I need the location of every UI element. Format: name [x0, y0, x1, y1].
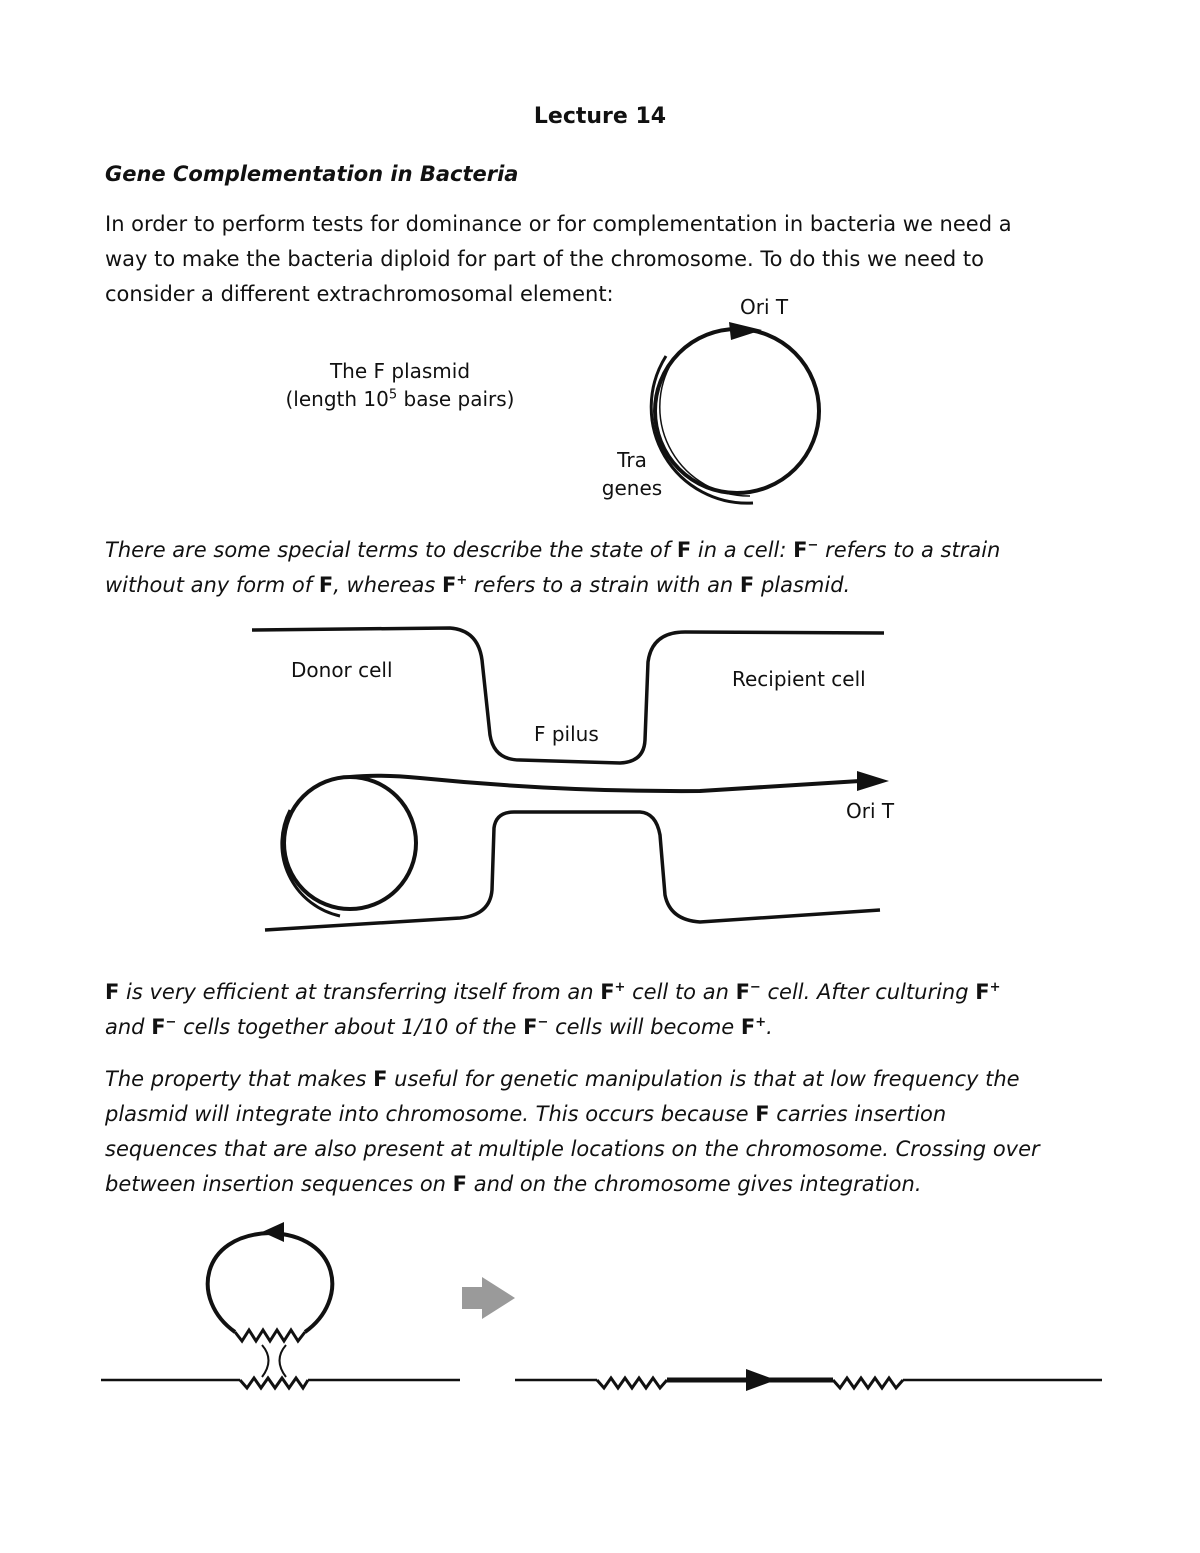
integrated-is-left [597, 1378, 667, 1388]
terms-line-2: without any form of F, whereas F+ refers to a strain with an F plasmid. [105, 573, 851, 597]
integration-line-4: between insertion sequences on F and on the chromosome gives integration. [105, 1172, 922, 1196]
integrated-is-right [833, 1378, 903, 1388]
section-heading: Gene Complementation in Bacteria [105, 162, 519, 186]
integration-line-3: sequences that are also present at multiple locations on the chromosome. Crossing over [105, 1137, 1040, 1161]
recipient-cell-label: Recipient cell [732, 667, 866, 691]
process-arrow [462, 1277, 515, 1319]
free-plasmid-loop [208, 1233, 333, 1332]
tra-label-line-2: genes [601, 476, 663, 500]
intro-line-2: way to make the bacteria diploid for part of the chromosome. To do this we need to [105, 247, 984, 271]
efficiency-line-1: F is very efficient at transferring itself from an F+ cell to an F− cell. After culturing F+ [105, 980, 1001, 1004]
page-title: Lecture 14 [533, 104, 667, 129]
integration-line-1: The property that makes F useful for genetic manipulation is that at low frequency the [105, 1067, 1020, 1091]
crossover-right [280, 1345, 287, 1377]
crossover-left [262, 1345, 269, 1377]
tra-label-line-1: Tra [617, 448, 647, 472]
conjugation-ori-label: Ori T [846, 799, 895, 823]
plasmid-label-line-1: The F plasmid [329, 359, 471, 383]
f-pilus-label: F pilus [534, 722, 599, 746]
integration-line-2: plasmid will integrate into chromosome. This occurs because F carries insertion [105, 1102, 947, 1126]
intro-line-3: consider a different extrachromosomal element: [105, 282, 614, 306]
plasmid-ori-label: Ori T [740, 295, 789, 319]
plasmid-label-line-2: (length $10^5$ base pairs) [285, 387, 515, 411]
donor-cell-label: Donor cell [291, 658, 393, 682]
chromosome-insertion-sequence [240, 1378, 308, 1388]
terms-line-1: There are some special terms to describe the state of F in a cell: F− refers to a strain [105, 538, 1001, 562]
plasmid-insertion-sequence [235, 1330, 305, 1341]
efficiency-line-2: and F− cells together about 1/10 of the F− cells will become F+. [105, 1015, 773, 1039]
intro-line-1: In order to perform tests for dominance or for complementation in bacteria we need a [105, 212, 1012, 236]
integrated-arrowhead [746, 1369, 776, 1391]
loop-arrowhead [262, 1222, 284, 1242]
